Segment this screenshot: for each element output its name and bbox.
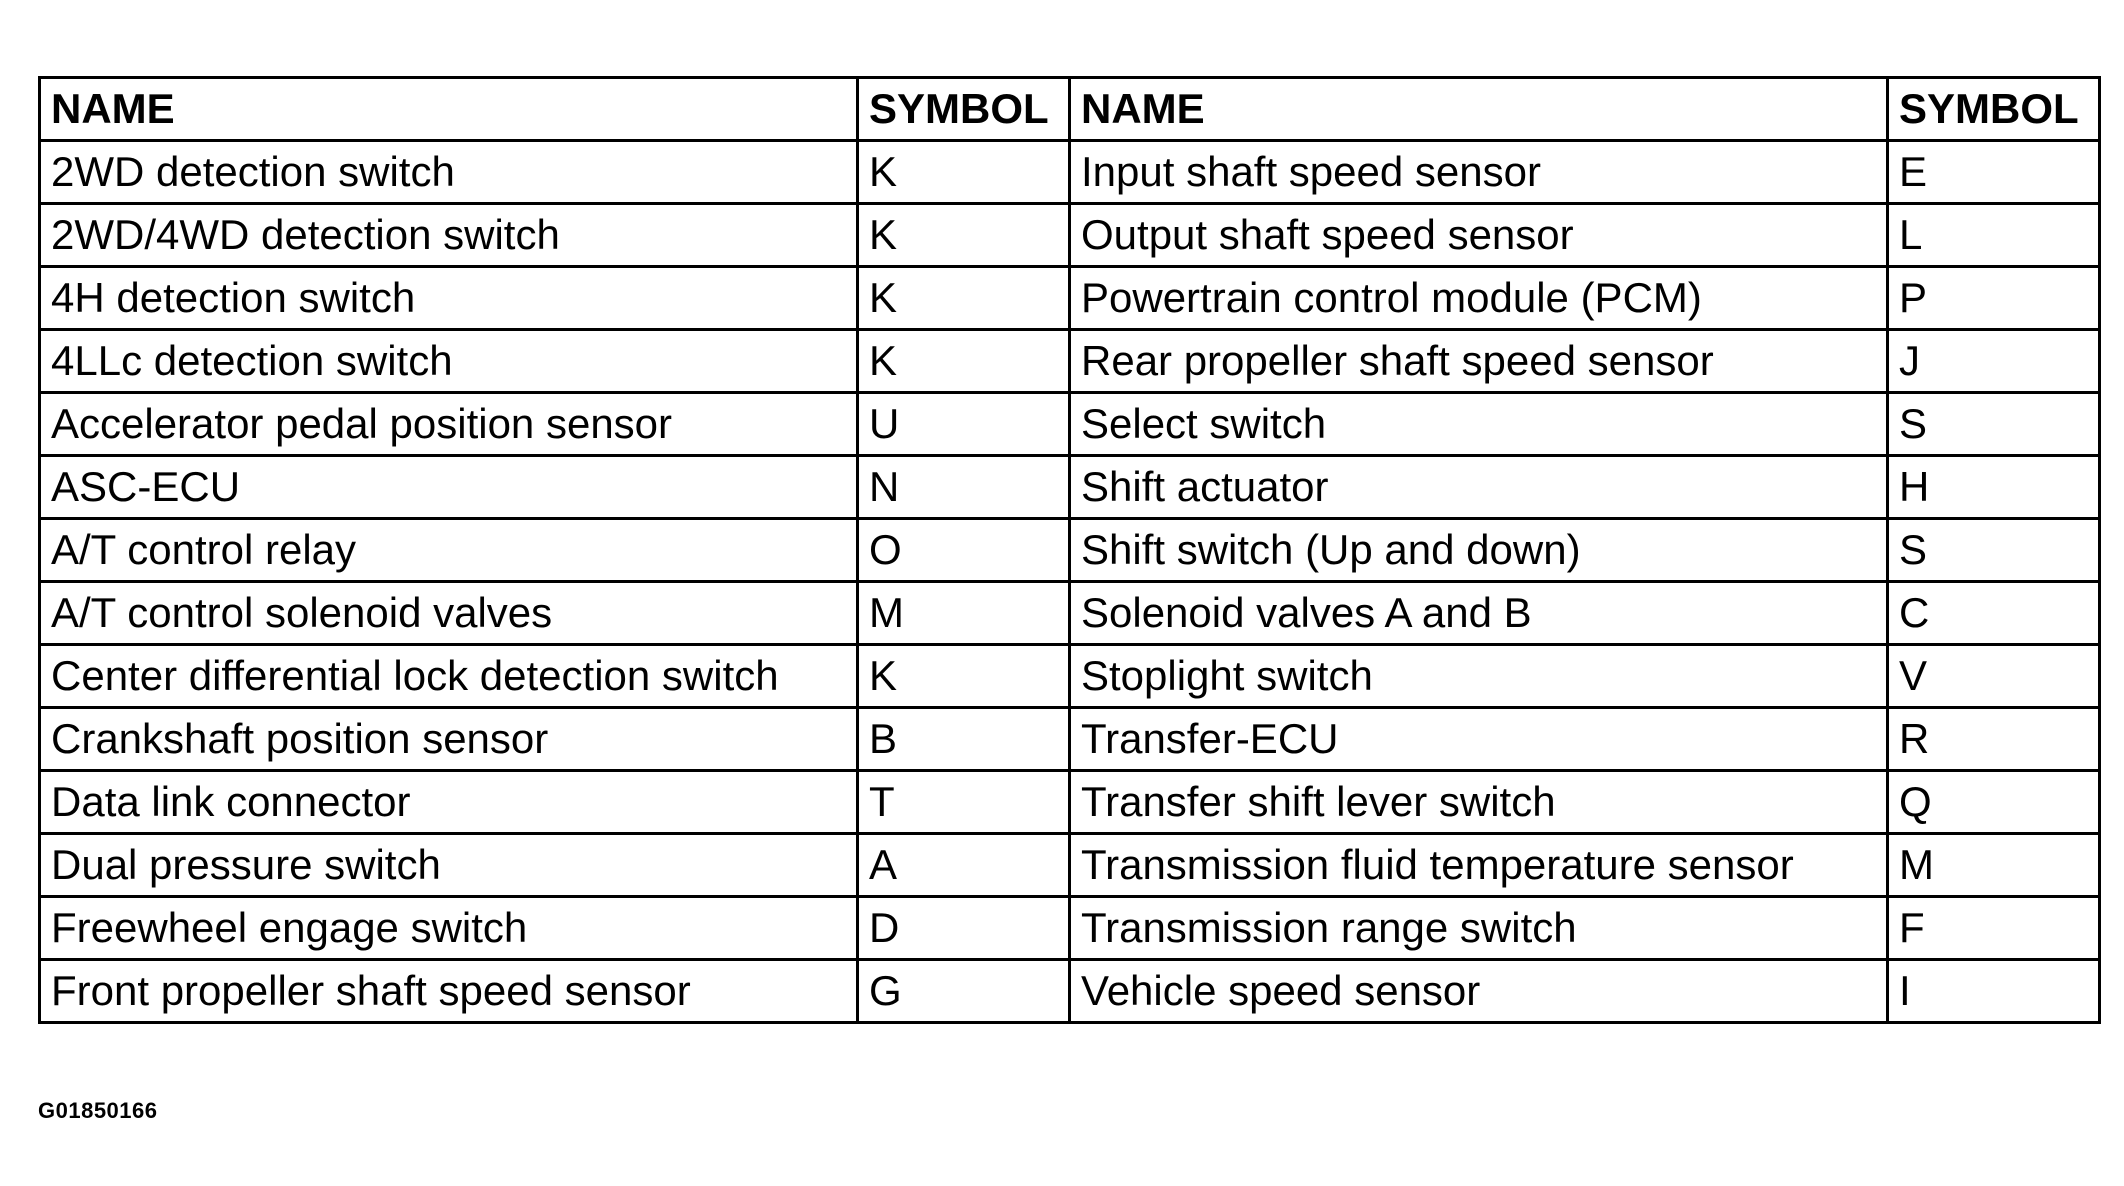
table-row	[40, 582, 2100, 645]
component-name-left: Dual pressure switch	[40, 834, 858, 897]
table-row	[40, 834, 2100, 897]
component-symbol-right: C	[1888, 582, 2100, 645]
component-symbol-left: U	[858, 393, 1070, 456]
component-name-left: 4LLc detection switch	[40, 330, 858, 393]
component-symbol-left: B	[858, 708, 1070, 771]
table-header-row	[40, 78, 2100, 141]
table-row	[40, 519, 2100, 582]
column-header-name-left: NAME	[40, 78, 858, 141]
component-name-right: Transfer shift lever switch	[1070, 771, 1888, 834]
table-row	[40, 393, 2100, 456]
component-symbol-right: R	[1888, 708, 2100, 771]
table-row	[40, 771, 2100, 834]
column-header-name-right: NAME	[1070, 78, 1888, 141]
component-name-left: Center differential lock detection switch	[40, 645, 858, 708]
component-symbol-right: P	[1888, 267, 2100, 330]
component-symbol-left: O	[858, 519, 1070, 582]
figure-id-label: G01850166	[38, 1098, 158, 1123]
component-symbol-right: Q	[1888, 771, 2100, 834]
table-row	[40, 960, 2100, 1023]
column-header-symbol-right: SYMBOL	[1888, 78, 2100, 141]
component-symbol-right: L	[1888, 204, 2100, 267]
table-row	[40, 330, 2100, 393]
component-name-left: 2WD/4WD detection switch	[40, 204, 858, 267]
component-symbol-left: K	[858, 267, 1070, 330]
component-symbol-left: K	[858, 141, 1070, 204]
component-name-right: Vehicle speed sensor	[1070, 960, 1888, 1023]
column-header-symbol-left: SYMBOL	[858, 78, 1070, 141]
component-symbol-right: H	[1888, 456, 2100, 519]
component-name-left: 2WD detection switch	[40, 141, 858, 204]
table-row	[40, 897, 2100, 960]
component-name-right: Transfer-ECU	[1070, 708, 1888, 771]
component-symbol-left: G	[858, 960, 1070, 1023]
component-name-right: Output shaft speed sensor	[1070, 204, 1888, 267]
component-symbol-table	[38, 76, 2101, 1024]
table-body	[40, 141, 2100, 1023]
table-row	[40, 204, 2100, 267]
component-name-right: Solenoid valves A and B	[1070, 582, 1888, 645]
component-symbol-left: T	[858, 771, 1070, 834]
component-symbol-right: F	[1888, 897, 2100, 960]
component-name-left: A/T control solenoid valves	[40, 582, 858, 645]
component-symbol-left: N	[858, 456, 1070, 519]
component-name-left: Accelerator pedal position sensor	[40, 393, 858, 456]
component-symbol-right: S	[1888, 393, 2100, 456]
component-symbol-right: I	[1888, 960, 2100, 1023]
component-name-right: Select switch	[1070, 393, 1888, 456]
component-symbol-left: K	[858, 330, 1070, 393]
table-row	[40, 708, 2100, 771]
component-name-left: A/T control relay	[40, 519, 858, 582]
component-name-left: Data link connector	[40, 771, 858, 834]
table-row	[40, 456, 2100, 519]
component-symbol-left: K	[858, 204, 1070, 267]
component-symbol-right: V	[1888, 645, 2100, 708]
component-symbol-left: M	[858, 582, 1070, 645]
component-symbol-right: J	[1888, 330, 2100, 393]
component-name-left: Freewheel engage switch	[40, 897, 858, 960]
component-name-right: Rear propeller shaft speed sensor	[1070, 330, 1888, 393]
component-symbol-right: E	[1888, 141, 2100, 204]
component-name-right: Shift switch (Up and down)	[1070, 519, 1888, 582]
component-symbol-left: K	[858, 645, 1070, 708]
component-symbol-right: S	[1888, 519, 2100, 582]
table-row	[40, 141, 2100, 204]
component-name-right: Shift actuator	[1070, 456, 1888, 519]
table-row	[40, 267, 2100, 330]
component-name-right: Input shaft speed sensor	[1070, 141, 1888, 204]
component-name-left: Crankshaft position sensor	[40, 708, 858, 771]
component-symbol-left: A	[858, 834, 1070, 897]
component-name-right: Powertrain control module (PCM)	[1070, 267, 1888, 330]
component-name-left: ASC-ECU	[40, 456, 858, 519]
component-name-right: Stoplight switch	[1070, 645, 1888, 708]
component-name-right: Transmission range switch	[1070, 897, 1888, 960]
component-symbol-left: D	[858, 897, 1070, 960]
component-name-right: Transmission fluid temperature sensor	[1070, 834, 1888, 897]
table-row	[40, 645, 2100, 708]
component-symbol-right: M	[1888, 834, 2100, 897]
component-name-left: Front propeller shaft speed sensor	[40, 960, 858, 1023]
component-name-left: 4H detection switch	[40, 267, 858, 330]
